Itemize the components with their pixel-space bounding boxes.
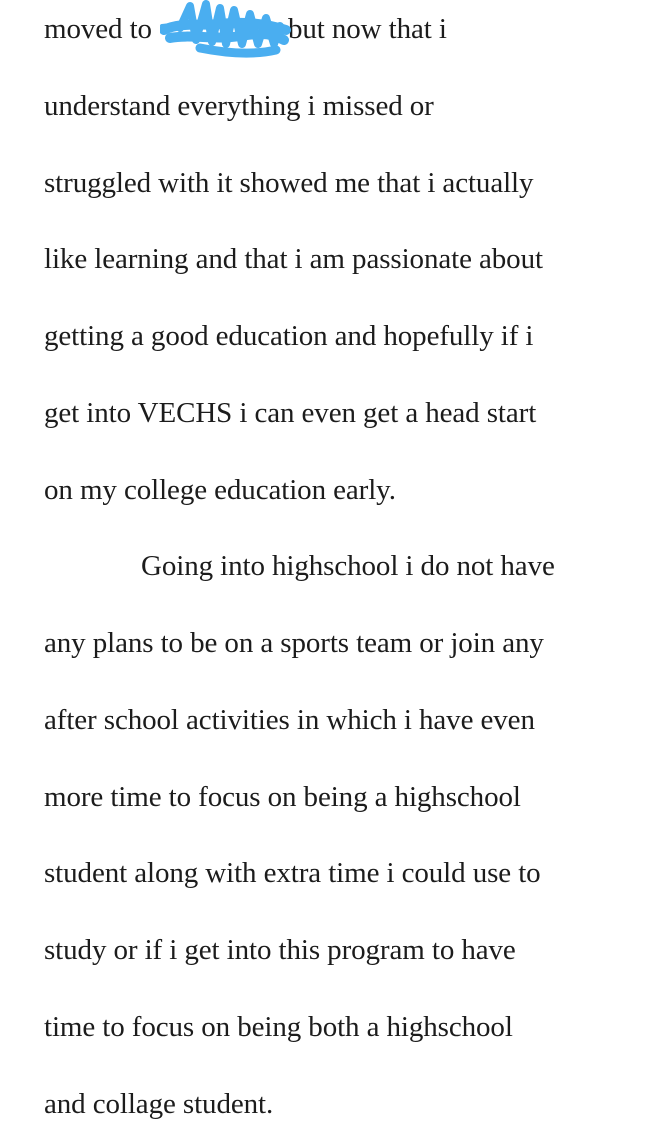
text-line-3: struggled with it showed me that i actually — [44, 167, 534, 199]
text-line-4: like learning and that i am passionate about — [44, 243, 543, 275]
text-line-7: on my college education early. — [44, 474, 396, 506]
text-line-15: and collage student. — [44, 1088, 274, 1120]
text-line-2: understand everything i missed or — [44, 90, 434, 122]
text-line-6: get into VECHS i can even get a head start — [44, 397, 537, 429]
text-line-9: any plans to be on a sports team or join any — [44, 627, 544, 659]
text-line-1-start: moved to — [44, 13, 152, 45]
text-line-5: getting a good education and hopefully if i — [44, 320, 534, 352]
text-line-1-end: but now that i — [287, 13, 447, 45]
text-line-8-paragraph-start: Going into highschool i do not have — [141, 550, 555, 582]
redacted-gap — [152, 28, 288, 38]
text-line-10: after school activities in which i have even — [44, 704, 535, 736]
text-line-13: study or if i get into this program to have — [44, 934, 516, 966]
text-line-11: more time to focus on being a highschool — [44, 781, 521, 813]
text-line-1 — [44, 12, 447, 46]
text-line-12: student along with extra time i could use to — [44, 857, 541, 889]
text-line-14: time to focus on being both a highschool — [44, 1011, 513, 1043]
